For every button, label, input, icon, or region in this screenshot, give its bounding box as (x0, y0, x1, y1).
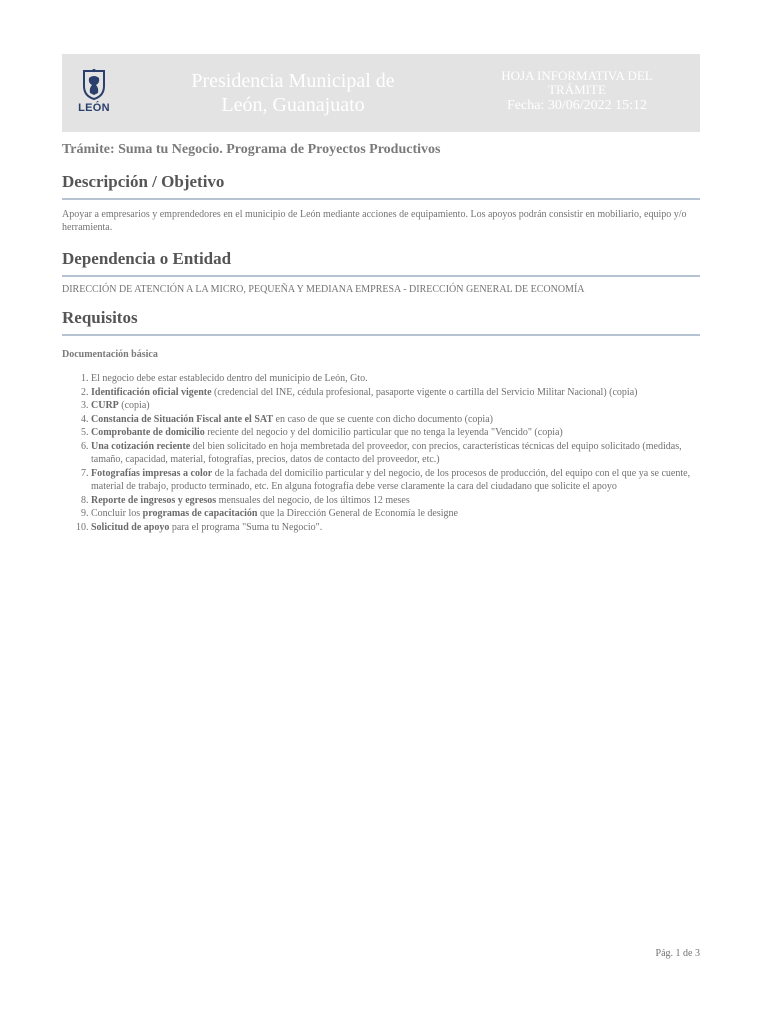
header-title-line-1: Presidencia Municipal de (191, 70, 395, 92)
section-title-descripcion: Descripción / Objetivo (62, 172, 700, 200)
item-bold: Constancia de Situación Fiscal ante el SAT (91, 413, 274, 425)
item-text: en caso de que se cuente con dicho documento (copia) (273, 413, 493, 425)
item-text: (copia) (118, 400, 150, 411)
list-item (91, 507, 700, 521)
header-date: Fecha: 30/06/2022 15:12 (507, 98, 647, 113)
item-bold: programas de capacitación (142, 508, 258, 519)
item-pre: Concluir los (91, 508, 143, 519)
item-text: que la Dirección General de Economía le designe (257, 508, 458, 519)
list-item (91, 440, 700, 467)
list-item (91, 399, 700, 413)
item-bold: Reporte de ingresos y egresos (91, 494, 217, 506)
lion-crest-icon (76, 68, 112, 102)
leon-logo (76, 68, 112, 120)
page-number: Pág. 1 de 3 (655, 948, 700, 959)
requisitos-list (62, 372, 700, 534)
header-info-line-2: TRÁMITE (548, 82, 606, 97)
section-title-requisitos: Requisitos (62, 308, 700, 336)
list-item (91, 372, 700, 386)
item-text: para el programa "Suma tu Negocio". (169, 521, 323, 533)
item-text: de la fachada del domicilio particular y del negocio, de los procesos de producción, del equipo con el que ya se cuente, material de trabajo, producto terminado, etc. En alguna fotografía debe verse claramente la cara del ciudadano que solicite el apoyo (91, 467, 691, 492)
item-text: reciente del negocio y del domicilio particular que no tenga la leyenda "Vencido" (copia) (204, 427, 563, 438)
item-text: El negocio debe estar establecido dentro del municipio de León, Gto. (91, 373, 368, 384)
item-bold: Comprobante de domicilio (91, 427, 205, 438)
list-item (91, 467, 700, 494)
list-item (91, 426, 700, 440)
list-item (91, 494, 700, 508)
item-bold: Solicitud de apoyo (91, 521, 170, 533)
item-text: (credencial del INE, cédula profesional, pasaporte vigente o cartilla del Servicio Militar Nacional) (copia) (211, 386, 638, 398)
item-bold: Identificación oficial vigente (91, 386, 212, 398)
list-item (91, 413, 700, 427)
section-title-dependencia: Dependencia o Entidad (62, 249, 700, 277)
descripcion-text: Apoyar a empresarios y emprendedores en el municipio de León mediante acciones de equipamiento. Los apoyos podrán consistir en mobiliario, equipo y/o herramienta. (62, 209, 687, 233)
dependencia-text: DIRECCIÓN DE ATENCIÓN A LA MICRO, PEQUEÑA Y MEDIANA EMPRESA - DIRECCIÓN GENERAL DE ECONOMÍA (62, 284, 585, 295)
item-bold: Fotografías impresas a color (91, 467, 213, 479)
item-bold: Una cotización reciente (91, 440, 191, 452)
header-info-line-1: HOJA INFORMATIVA DEL (501, 68, 653, 83)
item-text: mensuales del negocio, de los últimos 12 meses (216, 494, 410, 506)
header-title (162, 69, 424, 117)
header-title-line-2: León, Guanajuato (221, 94, 365, 116)
list-item (91, 386, 700, 400)
requisitos-subtitle: Documentación básica (62, 349, 158, 360)
tramite-title: Trámite: Suma tu Negocio. Programa de Proyectos Productivos (62, 142, 441, 157)
page-header (62, 54, 700, 132)
item-bold: CURP (91, 400, 119, 411)
logo-text: LEÓN (78, 102, 110, 114)
header-info (482, 69, 672, 113)
list-item (91, 521, 700, 535)
document-page (62, 54, 700, 534)
item-text: del bien solicitado en hoja membretada del proveedor, con precios, características técnicas del equipo solicitado (medidas, tamaño, capacidad, material, fotografías, precios, datos de contacto del proveedor, etc.) (91, 440, 682, 465)
